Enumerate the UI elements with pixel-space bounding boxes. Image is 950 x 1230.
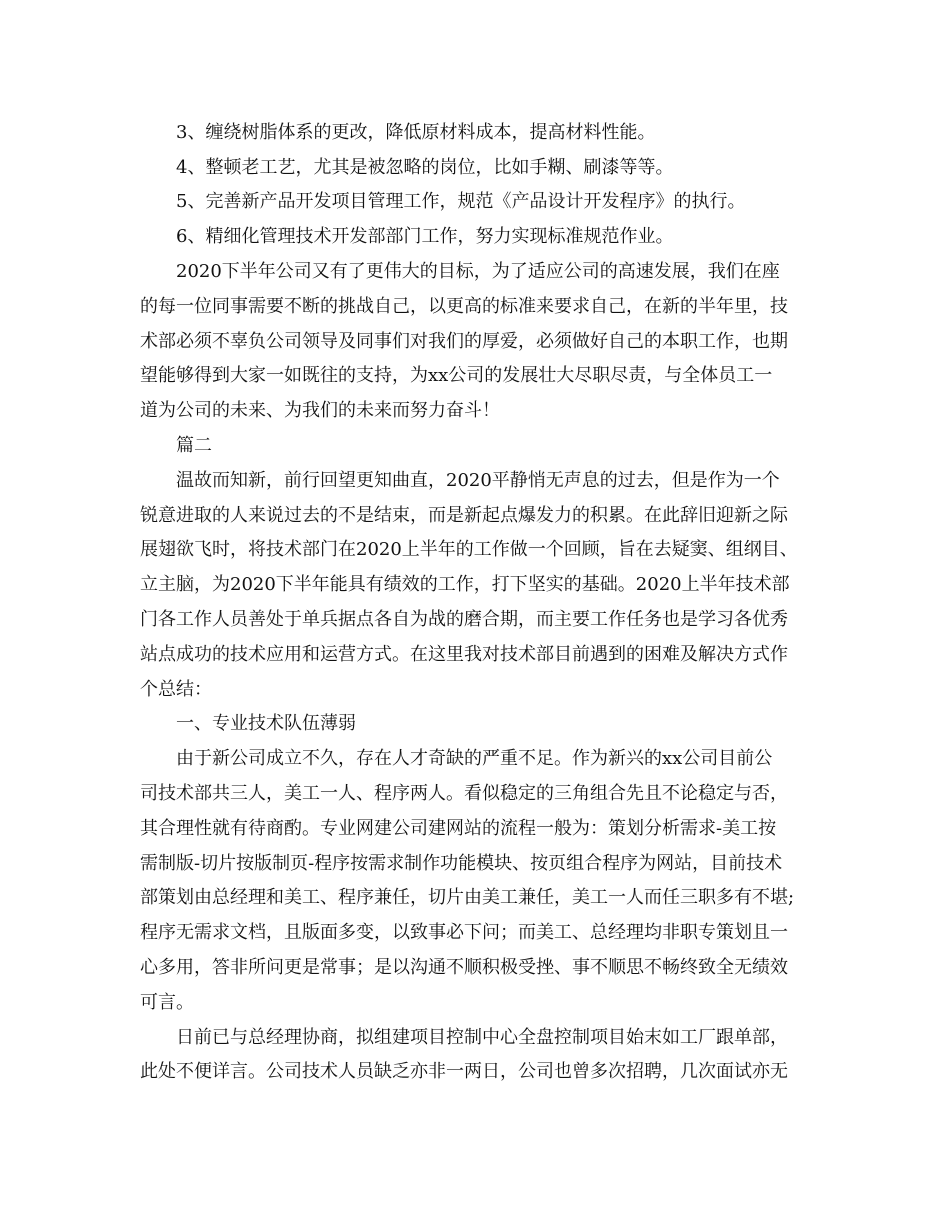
paragraph-line: 可言。	[140, 992, 194, 1013]
paragraph-line: 门各工作人员善处于单兵据点各自为战的磨合期，而主要工作任务也是学习各优秀	[140, 609, 788, 630]
paragraph-line: 2020下半年公司又有了更伟大的目标，为了适应公司的高速发展，我们在座	[176, 261, 780, 282]
paragraph-line: 温故而知新，前行回望更知曲直，2020平静悄无声息的过去，但是作为一个	[176, 470, 780, 491]
paragraph-line: 日前已与总经理协商，拟组建项目控制中心全盘控制项目始末如工厂跟单部，	[176, 1027, 788, 1048]
paragraph-line: 站点成功的技术应用和运营方式。在这里我对技术部目前遇到的困难及解决方式作	[140, 644, 788, 665]
paragraph-line: 望能够得到大家一如既往的支持，为xx公司的发展壮大尽职尽责，与全体员工一	[140, 365, 773, 386]
paragraph-line: 部策划由总经理和美工、程序兼任，切片由美工兼任，美工一人而任三职多有不堪;	[140, 887, 795, 908]
paragraph-line: 心多用，答非所问更是常事；是以沟通不顺积极受挫、事不顺思不畅终致全无绩效	[140, 957, 788, 978]
list-item: 4、整顿老工艺，尤其是被忽略的岗位，比如手糊、刷漆等等。	[176, 157, 674, 178]
list-item: 6、精细化管理技术开发部部门工作，努力实现标准规范作业。	[176, 226, 674, 247]
paragraph-line: 个总结：	[140, 679, 212, 700]
section-heading: 篇二	[176, 435, 212, 456]
paragraph-line: 的每一位同事需要不断的挑战自己，以更高的标准来要求自己，在新的半年里，技	[140, 296, 788, 317]
paragraph-line: 由于新公司成立不久，存在人才奇缺的严重不足。作为新兴的xx公司目前公	[176, 748, 773, 769]
list-item: 5、完善新产品开发项目管理工作，规范《产品设计开发程序》的执行。	[176, 191, 746, 212]
paragraph-line: 立主脑，为2020下半年能具有绩效的工作，打下坚实的基础。2020上半年技术部	[140, 574, 790, 595]
paragraph-line: 展翅欲飞时，将技术部门在2020上半年的工作做一个回顾，旨在去疑窦、组纲目、	[140, 539, 798, 560]
paragraph-line: 道为公司的未来、为我们的未来而努力奋斗！	[140, 400, 500, 421]
paragraph-line: 其合理性就有待商酌。专业网建公司建网站的流程一般为：策划分析需求-美工按	[140, 818, 777, 839]
paragraph-line: 术部必须不辜负公司领导及同事们对我们的厚爱，必须做好自己的本职工作，也期	[140, 331, 788, 352]
subsection-heading: 一、专业技术队伍薄弱	[176, 713, 356, 734]
paragraph-line: 司技术部共三人，美工一人、程序两人。看似稳定的三角组合先且不论稳定与否，	[140, 783, 788, 804]
paragraph-line: 程序无需求文档，且版面多变，以致事必下问；而美工、总经理均非职专策划且一	[140, 922, 788, 943]
paragraph-line: 需制版-切片按版制页-程序按需求制作功能模块、按页组合程序为网站，目前技术	[140, 853, 783, 874]
paragraph-line: 此处不便详言。公司技术人员缺乏亦非一两日，公司也曾多次招聘，几次面试亦无	[140, 1061, 788, 1082]
paragraph-line: 锐意进取的人来说过去的不是结束，而是新起点爆发力的积累。在此辞旧迎新之际	[140, 505, 788, 526]
list-item: 3、缠绕树脂体系的更改，降低原材料成本，提高材料性能。	[176, 122, 656, 143]
